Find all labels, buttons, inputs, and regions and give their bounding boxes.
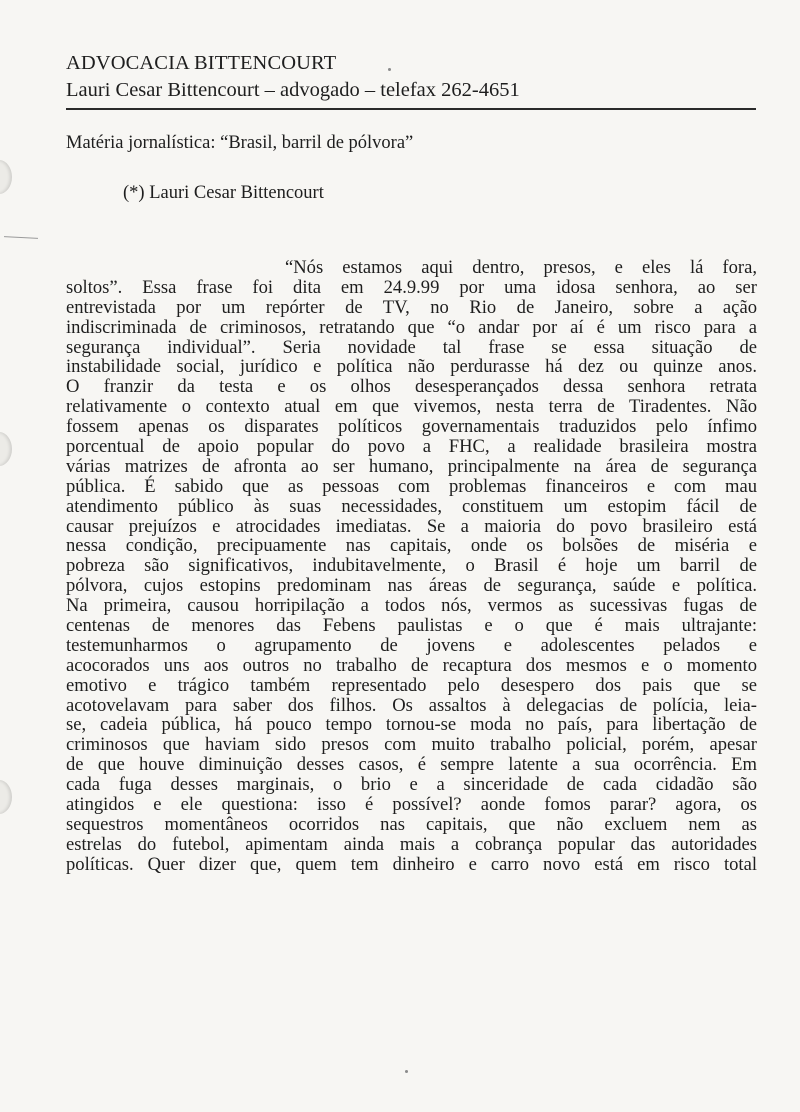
punch-hole [0,432,12,466]
body-line: relativamente o contexto atual em que vivemos, nesta terra de Tiradentes. Não [66,396,757,418]
body-line: indiscriminada de criminosos, retratando que “o andar por aí é um risco para a [66,316,757,338]
body-line: testemunharmos o agrupamento de jovens e adolescentes pelados e [66,634,757,656]
punch-hole [0,780,12,814]
letterhead-rule [66,108,756,110]
document-author: (*) Lauri Cesar Bittencourt [123,183,324,203]
body-line: Na primeira, causou horripilação a todos nós, vermos as sucessivas fugas de [66,595,757,617]
body-line: cada fuga desses marginais, o brio e a sinceridade de cada cidadão são [66,774,757,796]
body-line: criminosos que haviam sido presos com muito trabalho policial, porém, apesar [66,734,757,756]
body-line: acocorados uns aos outros no trabalho de recaptura dos mesmos e o momento [66,654,757,676]
article-body [66,258,757,875]
body-line: atingidos e ele questiona: isso é possível? aonde fomos parar? agora, os [66,794,757,816]
body-line: O franzir da testa e os olhos desesperançados dessa senhora retrata [66,376,757,398]
body-line: pólvora, cujos estopins predominam nas áreas de segurança, saúde e política. [66,575,757,597]
body-line: causar prejuízos e atrocidades imediatas. Se a maioria do povo brasileiro está [66,515,757,537]
body-line: atendimento público às suas necessidades, constituem um estopim fácil de [66,495,757,517]
body-line: emotivo e trágico também representado pelo desespero dos pais que se [66,674,757,696]
body-line: pobreza são significativos, indubitavelmente, o Brasil é hoje um barril de [66,555,757,577]
body-line: se, cadeia pública, há pouco tempo tornou-se moda no país, para libertação de [66,714,757,736]
body-line: políticas. Quer dizer que, quem tem dinheiro e carro novo está em risco total [66,853,757,875]
letterhead-firm-name: ADVOCACIA BITTENCOURT [66,52,337,74]
punch-hole [0,160,12,194]
scan-speck [405,1070,408,1073]
body-line: várias matrizes de afronta ao ser humano, principalmente na área de segurança [66,455,757,477]
document-subject: Matéria jornalística: “Brasil, barril de pólvora” [66,133,414,153]
body-line: estrelas do futebol, apimentam ainda mais a cobrança popular das autoridades [66,833,757,855]
body-line: porcentual de apoio popular do povo a FHC, a realidade brasileira mostra [66,436,757,458]
body-line: entrevistada por um repórter de TV, no Rio de Janeiro, sobre a ação [66,296,757,318]
letterhead-contact-line: Lauri Cesar Bittencourt – advogado – telefax 262-4651 [66,79,520,101]
body-line: nessa condição, precipuamente nas capitais, onde os bolsões de miséria e [66,535,757,557]
body-line: acotovelavam para saber dos filhos. Os assaltos à delegacias de polícia, leia- [66,694,757,716]
body-line: instabilidade social, jurídico e política não perdurasse há dez ou quinze anos. [66,356,757,378]
body-line: segurança individual”. Seria novidade tal frase se essa situação de [66,336,757,358]
body-line: pública. É sabido que as pessoas com problemas financeiros e com mau [66,475,757,497]
body-line: fossem apenas os disparates políticos governamentais traduzidos pelo ínfimo [66,416,757,438]
body-line: de que houve diminuição desses casos, é sempre latente a sua ocorrência. Em [66,754,757,776]
body-line: soltos”. Essa frase foi dita em 24.9.99 por uma idosa senhora, ao ser [66,276,757,298]
body-line: “Nós estamos aqui dentro, presos, e eles lá fora, [285,257,757,278]
body-line: sequestros momentâneos ocorridos nas capitais, que não excluem nem as [66,813,757,835]
scan-mark [4,236,38,239]
body-line: centenas de menores das Febens paulistas e o que é mais ultrajante: [66,615,757,637]
scan-speck [388,68,391,71]
